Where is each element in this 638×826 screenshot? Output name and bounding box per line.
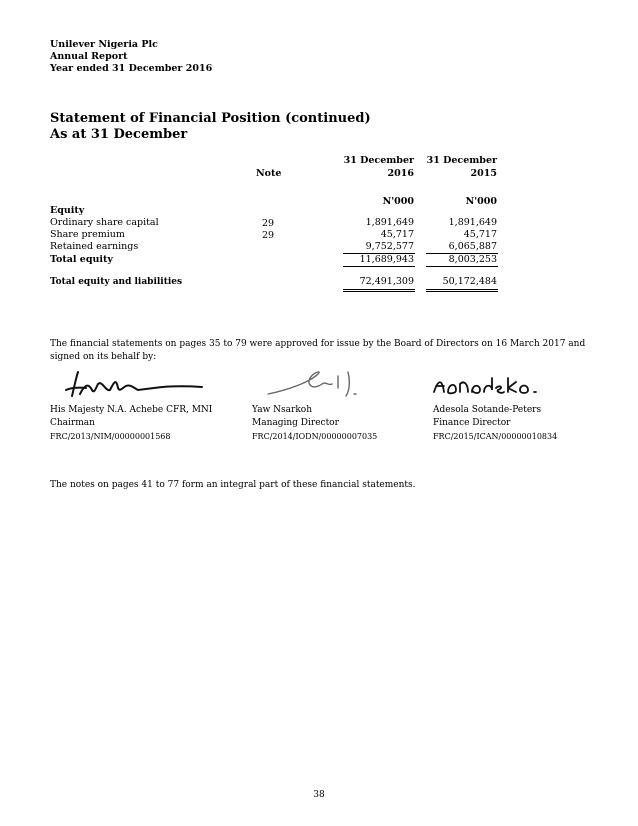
notes-statement: The notes on pages 41 to 77 form an integral part of these financial statements. [50, 480, 416, 490]
signatory-role: Finance Director [433, 418, 511, 428]
row-label: Share premium [50, 229, 125, 240]
total-rule-2016 [343, 266, 415, 267]
col-2016-header-line2: 2016 [387, 168, 414, 179]
grand-total-rule-2016-b [343, 291, 415, 292]
row-value-2016: 45,717 [380, 229, 414, 240]
row-value-2015: 50,172,484 [442, 276, 497, 287]
report-period: Year ended 31 December 2016 [50, 63, 213, 74]
approval-statement: The financial statements on pages 35 to 79 were approved for issue by the Board of Directors on 16 March 2017 and signed on its behalf by: [50, 339, 586, 362]
row-label: Ordinary share capital [50, 217, 159, 228]
statement-subtitle: As at 31 December [50, 127, 188, 142]
row-note: 29 [262, 218, 275, 229]
grand-total-rule-2015-a [426, 289, 498, 290]
signatory-frc: FRC/2015/ICAN/00000010834 [433, 432, 558, 441]
row-label: Total equity and liabilities [50, 277, 183, 287]
row-value-2016: 11,689,943 [359, 254, 414, 265]
statement-title: Statement of Financial Position (continued) [50, 111, 371, 126]
col-2015-header-line2: 2015 [470, 168, 497, 179]
row-value-2015: 8,003,253 [448, 254, 497, 265]
page-number: 38 [313, 790, 325, 800]
row-value-2016: 1,891,649 [365, 217, 414, 228]
total-rule-2015 [426, 266, 498, 267]
col-2015-unit: N'000 [465, 196, 497, 207]
signatory-frc: FRC/2013/NIM/00000001568 [50, 432, 171, 441]
row-note: 29 [262, 230, 275, 241]
row-label: Retained earnings [50, 241, 139, 252]
row-value-2016: 72,491,309 [359, 276, 414, 287]
signature-nsarkoh [258, 364, 378, 404]
equity-section-heading: Equity [50, 205, 85, 216]
grand-total-rule-2016-a [343, 289, 415, 290]
company-name: Unilever Nigeria Plc [50, 39, 158, 50]
signature-sotande-peters [430, 370, 550, 400]
col-2016-header-line1: 31 December [343, 155, 414, 166]
col-2015-header-line1: 31 December [426, 155, 497, 166]
signature-achebe [58, 368, 208, 404]
signatory-frc: FRC/2014/IODN/00000007035 [252, 432, 378, 441]
signatory-name: His Majesty N.A. Achebe CFR, MNI [50, 405, 213, 415]
col-2016-unit: N'000 [382, 196, 414, 207]
signatory-name: Adesola Sotande-Peters [433, 405, 542, 415]
report-name: Annual Report [50, 51, 128, 62]
note-column-header: Note [256, 168, 282, 179]
row-value-2016: 9,752,577 [365, 241, 414, 252]
row-value-2015: 1,891,649 [448, 217, 497, 228]
signatory-role: Chairman [50, 418, 95, 428]
signatory-role: Managing Director [252, 418, 339, 428]
row-value-2015: 45,717 [463, 229, 497, 240]
grand-total-rule-2015-b [426, 291, 498, 292]
row-value-2015: 6,065,887 [448, 241, 497, 252]
signatory-name: Yaw Nsarkoh [252, 405, 313, 415]
row-label: Total equity [50, 254, 113, 265]
